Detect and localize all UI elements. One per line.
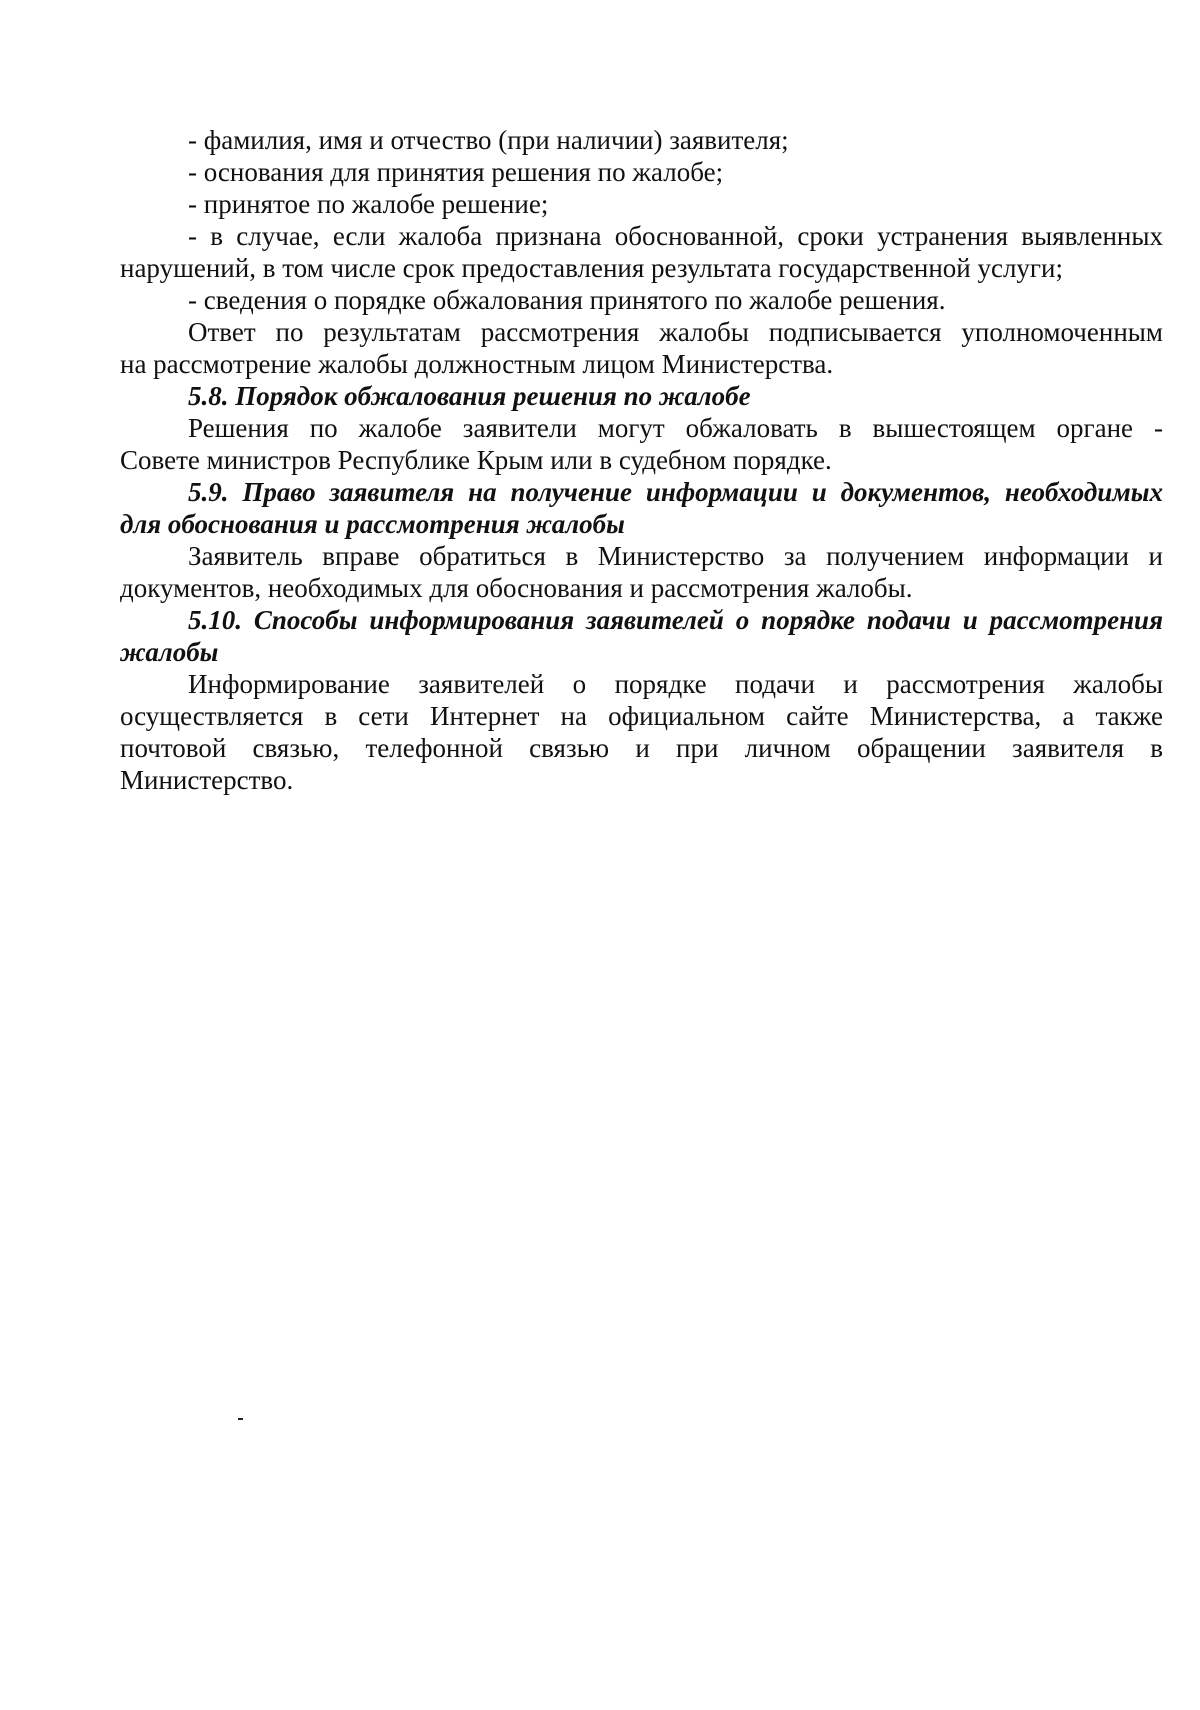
section-heading-5-9-line-2: для обоснования и рассмотрения жалобы <box>120 509 625 539</box>
paragraph-response-signature-line-2: на рассмотрение жалобы должностным лицом Министерства. <box>120 349 834 379</box>
list-item-full-name: - фамилия, имя и отчество (при наличии) заявителя; <box>188 125 789 155</box>
section-heading-5-10-line-1: 5.10. Способы информирования заявителей о порядке подачи и рассмотрения <box>188 605 1163 635</box>
list-item-deadlines-line-1: - в случае, если жалоба признана обоснованной, сроки устранения выявленных <box>188 221 1163 251</box>
section-heading-5-10-line-2: жалобы <box>120 637 219 667</box>
scan-artifact-mark <box>238 1418 243 1420</box>
list-item-decision: - принятое по жалобе решение; <box>188 189 549 219</box>
section-heading-5-8: 5.8. Порядок обжалования решения по жалобе <box>188 381 751 411</box>
list-item-appeal-info: - сведения о порядке обжалования принятого по жалобе решения. <box>188 285 946 315</box>
paragraph-appeal-line-1: Решения по жалобе заявители могут обжаловать в вышестоящем органе - <box>188 413 1163 443</box>
paragraph-right-line-2: документов, необходимых для обоснования и рассмотрения жалобы. <box>120 573 913 603</box>
paragraph-informing-line-1: Информирование заявителей о порядке подачи и рассмотрения жалобы <box>188 669 1163 699</box>
section-heading-5-9-line-1: 5.9. Право заявителя на получение информации и документов, необходимых <box>188 477 1163 507</box>
paragraph-right-line-1: Заявитель вправе обратиться в Министерство за получением информации и <box>188 541 1163 571</box>
list-item-grounds: - основания для принятия решения по жалобе; <box>188 157 724 187</box>
paragraph-informing-line-4: Министерство. <box>120 765 294 795</box>
paragraph-informing-line-2: осуществляется в сети Интернет на официальном сайте Министерства, а также <box>120 701 1163 731</box>
paragraph-informing-line-3: почтовой связью, телефонной связью и при личном обращении заявителя в <box>120 733 1163 763</box>
document-body <box>120 124 1163 796</box>
list-item-deadlines-line-2: нарушений, в том числе срок предоставления результата государственной услуги; <box>120 253 1063 283</box>
paragraph-appeal-line-2: Совете министров Республике Крым или в судебном порядке. <box>120 445 832 475</box>
paragraph-response-signature-line-1: Ответ по результатам рассмотрения жалобы подписывается уполномоченным <box>188 317 1163 347</box>
